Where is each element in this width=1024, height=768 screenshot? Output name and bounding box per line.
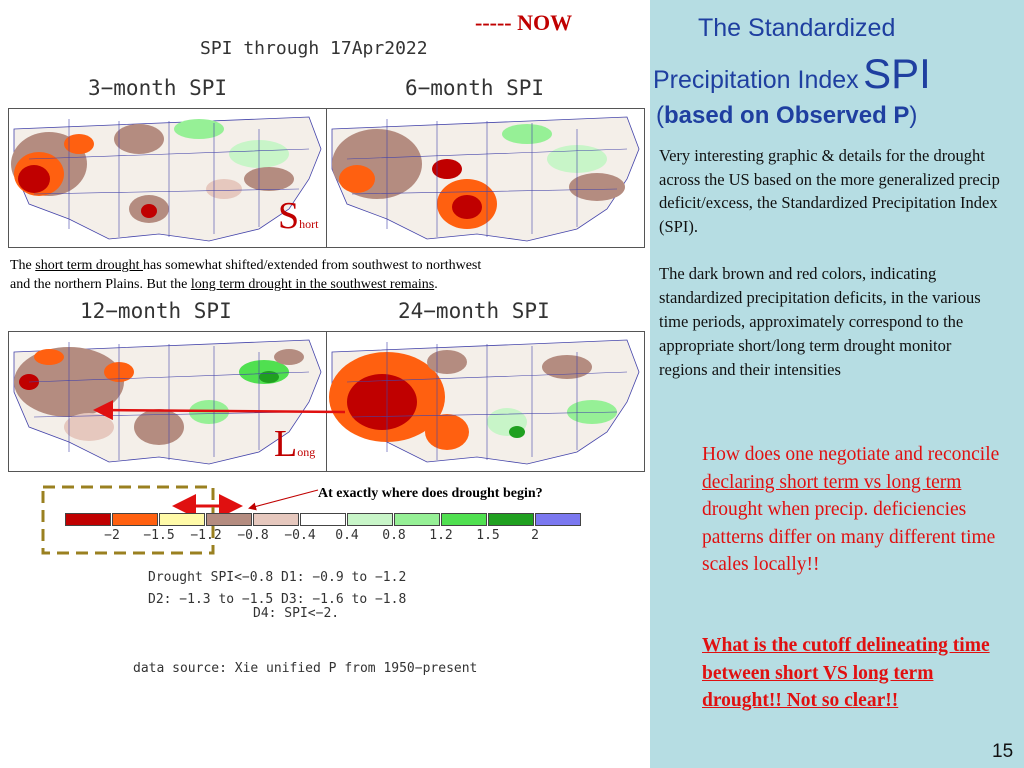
panel-cutoff-question: What is the cutoff delineating time between short VS long term drought!! Not so clear!! [702,635,990,711]
colorbar-swatch [535,513,581,526]
colorbar-label: 0.4 [335,528,359,543]
panel-paragraph-2: The dark brown and red colors, indicating standardized precipitation deficits, in the various time periods, approximately correspond to the appropriate short/long term drought monitor regions and their intensities [659,264,981,379]
colorbar-label: −1.5 [143,528,175,543]
colorbar-swatch [112,513,158,526]
colorbar-swatch [394,513,440,526]
colorbar-label: −0.8 [237,528,269,543]
colorbar-swatch [441,513,487,526]
colorbar-swatch [206,513,252,526]
drought-question: At exactly where does drought begin? [318,486,543,501]
data-source: data source: Xie unified P from 1950−present [133,661,478,676]
map-label-6month: 6−month SPI [405,76,545,100]
long-mark: Long [274,423,316,465]
colorbar-swatch [253,513,299,526]
colorbar-swatch [65,513,111,526]
colorbar-swatch [300,513,346,526]
colorbar-label: 0.8 [382,528,406,543]
colorbar-swatch [347,513,393,526]
map-label-12month: 12−month SPI [80,299,232,323]
right-panel [650,0,1024,768]
map-label-24month: 24−month SPI [398,299,550,323]
question-pointer-arrow [250,490,318,508]
page-number: 15 [992,741,1014,762]
panel-title-line3: (based on Observed P) [656,102,918,129]
figure-caption: The short term drought has somewhat shifted/extended from southwest to northwest and the northern Plains. But the long term drought in the southwest remains. [10,258,482,292]
panel-question: How does one negotiate and reconcile declaring short term vs long term drought when precip. deficiencies patterns differ on many different time scales locally!! [702,444,1000,575]
colorbar-label: 1.5 [476,528,500,543]
colorbar-label: −1.2 [190,528,222,543]
annotation-arrows [0,0,650,560]
legend-line-3: D4: SPI<−2. [253,606,340,621]
legend-line-1: Drought SPI<−0.8 D1: −0.9 to −1.2 [148,570,407,585]
legend-line-2: D2: −1.3 to −1.5 D3: −1.6 to −1.8 [148,592,407,607]
colorbar-swatch [159,513,205,526]
now-label: ----- NOW [475,10,573,35]
panel-title-line2: Precipitation Index SPI [653,50,931,97]
colorbar-label: −0.4 [284,528,316,543]
long-term-shift-arrow [98,410,345,412]
colorbar-label: 1.2 [429,528,453,543]
colorbar-label: 2 [531,528,539,543]
colorbar-label: −2 [104,528,120,543]
panel-title-line1: The Standardized [698,14,896,42]
short-mark: Short [278,195,319,237]
colorbar-swatch [488,513,534,526]
panel-paragraph-1: Very interesting graphic & details for the drought across the US based on the more generalized precip deficit/excess, the Standardized Precipitation Index (SPI). [659,146,1000,236]
figure-title: SPI through 17Apr2022 [200,38,428,59]
map-label-3month: 3−month SPI [88,76,228,100]
